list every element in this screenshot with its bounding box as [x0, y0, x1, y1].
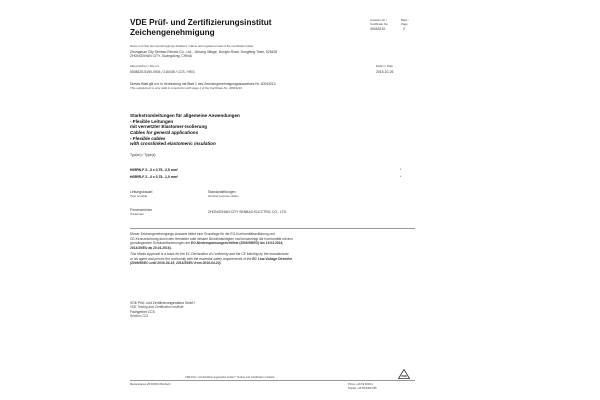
product-insulation-en: with crosslinked elastomeric insulation	[130, 141, 216, 146]
conformity-text-en: This Marks Approval is a basis for the EC Declaration of Conformity and the CE Marking by the manufacturer or his agent and proves the conformity with the essential safety requirements of the EC Low-Voltage Directive (2006/95/EC until 2016-04-19, 2014/35/EU from 2016-04-20).	[130, 252, 293, 266]
product-subtitle-de: - Flexible Leitungen	[130, 118, 174, 124]
cable-type-value-en: General purpose cables	[208, 193, 239, 198]
svg-text:VDE: VDE	[400, 374, 408, 378]
date-label: Datum / Date	[376, 64, 394, 68]
types-label: Typ(en) / Type(s)	[130, 153, 156, 157]
signature-institute-en: VDE Testing and Certification Institute	[130, 304, 184, 309]
type-row-1-marker: *	[400, 168, 402, 172]
holder-address-line2: ZHONGSHAN CITY, Guangdong, CHINA	[130, 54, 192, 58]
validity-note-en: This supplement is only valid in conjunction with page 1 of the Certificate No. 40043210.	[130, 85, 243, 90]
document-title: Zeichengenehmigung	[130, 28, 215, 37]
certificate-label: Certificate No.	[370, 21, 389, 26]
type-row-1: H05RN-F 2...3 x 0,75...2,5 mm²	[130, 168, 178, 172]
certificate-number: 40043210	[370, 27, 386, 31]
certificate-page	[130, 8, 415, 392]
cable-type-label-en: Type of cable	[130, 193, 148, 198]
cable-type-label-de: Leitungsbauart	[130, 190, 153, 194]
footer-institute: VDE Prüf- und Zertifizierungsinstitut GmbH * Testing and Certification Institute	[185, 376, 275, 379]
signature-section-en: Section CCS	[130, 313, 149, 318]
footer-phone: Phone +49 69 8306-0	[348, 383, 374, 386]
trademark-label-de: Firmenzeichen	[130, 208, 153, 212]
footer-address: Merianstrasse 28 63069 Offenbach	[130, 383, 171, 386]
file-ref-label: Aktenzeichen / File ref.	[130, 64, 160, 68]
type-row-2-marker: *	[400, 175, 402, 179]
product-title-de: Starkstromleitungen für allgemeine Anwendungen	[130, 113, 240, 118]
cable-type-value-de: Standardleitungen	[208, 190, 236, 194]
page-label: Page	[401, 21, 408, 26]
product-subtitle-en: - Flexible cables	[130, 135, 166, 141]
validity-note-de: Dieses Blatt gilt nur in Verbindung mit Blatt 1 des Zeichengenehmigungsausweises Nr. 40043210	[130, 82, 276, 86]
date-value: 2015-10-26	[376, 69, 394, 74]
file-ref-value: 5008425-5150-0004 / 216438 / CCS / HEG	[130, 69, 195, 74]
divider	[130, 228, 415, 229]
signature-institute-de: VDE Prüf- und Zertifizierungsinstitut GmbH	[130, 301, 195, 305]
institute-title: VDE Prüf- und Zertifizierungsinstitut	[130, 18, 272, 27]
product-title-en: Cables for general applications	[130, 130, 199, 135]
holder-label: Name und Sitz des Genehmigungs-Inhabers / Name and registered seat of the Certificate holder	[130, 44, 254, 48]
footer-fax: Telefax +49 69 8306-555	[348, 386, 377, 390]
page-number: 2	[403, 27, 405, 31]
conformity-text-de: Dieser Zeichengenehmigungs-Ausweis bildet eine Grundlage für die EG-Konformitätserklärung und CE-Kennzeichnung durch den Hersteller oder dessen Bevollmächtigten und bescheinigt die Konformität mit den grundlegenden Schutzanforderungen der EG-Niederspannungsrichtlinie (2006/95/EG) bis 19.04.2016, 2014/35/EU ab 20.04.2016).	[130, 232, 293, 250]
blatt-label: Blatt /	[401, 18, 409, 22]
trademark-label-en: Trademark	[130, 211, 144, 216]
holder-address-line1: Zhongshan City Senbao Electric Co., Ltd., Jichang Village, Dongfu Road, Dongfeng Town, 528425	[130, 49, 278, 54]
vde-triangle-logo-icon	[398, 369, 410, 379]
trademark-value: ZHONGSHAN CITY SENBAO ELECTRIC CO., LTD.	[208, 210, 288, 214]
footer-divider	[130, 380, 415, 381]
product-insulation-de: mit vernetzter Elastomer-Isolierung	[130, 124, 208, 129]
ausweis-label: Ausweis-Nr. /	[370, 18, 388, 22]
signature-section-de: Fachgebiet CCS	[130, 310, 155, 314]
type-row-2: H05RR-F 2...3 x 0,75...1,0 mm²	[130, 175, 178, 179]
